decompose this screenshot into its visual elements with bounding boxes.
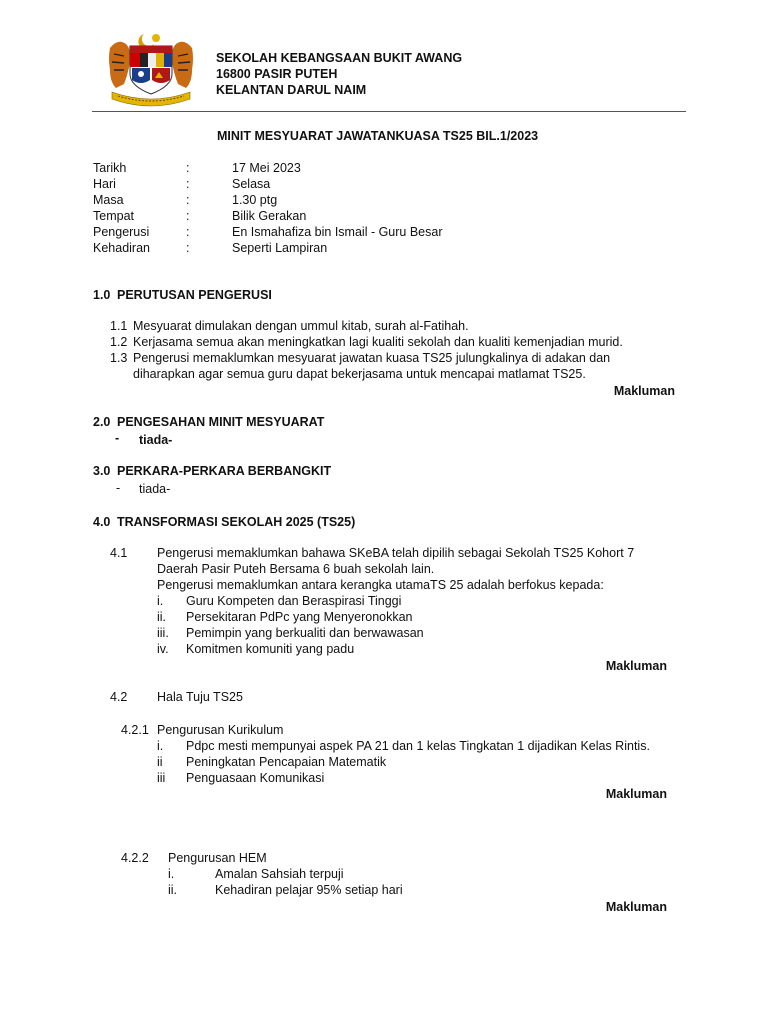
- header-divider: [92, 111, 686, 112]
- subsection-title: Hala Tuju TS25: [157, 690, 243, 704]
- meta-value: Selasa: [232, 177, 271, 191]
- address-line1: 16800 PASIR PUTEH: [216, 67, 338, 81]
- meta-label: Pengerusi: [93, 225, 150, 239]
- action-label: Makluman: [605, 900, 667, 914]
- meta-value: 1.30 ptg: [232, 193, 278, 207]
- subsection-title: Pengurusan Kurikulum: [157, 723, 284, 737]
- list-item: Amalan Sahsiah terpuji: [215, 867, 344, 881]
- list-numeral: i.: [157, 594, 164, 608]
- item-text-continued: diharapkan agar semua guru dapat bekerjasama untuk mencapai matlamat TS25.: [133, 367, 586, 381]
- bullet-dash: -: [116, 481, 121, 495]
- meta-value: Seperti Lampiran: [232, 241, 328, 255]
- list-numeral: ii.: [157, 610, 167, 624]
- list-numeral: iii: [157, 771, 166, 785]
- list-numeral: i.: [157, 739, 164, 753]
- item-number: 4.2.1: [121, 723, 149, 737]
- item-number: 1.3: [110, 351, 128, 365]
- section-number: 2.0: [93, 415, 111, 429]
- item-number: 4.2: [110, 690, 128, 704]
- action-label: Makluman: [605, 659, 667, 673]
- meta-value: En Ismahafiza bin Ismail - Guru Besar: [232, 225, 443, 239]
- list-numeral: ii.: [168, 883, 178, 897]
- section-number: 4.0: [93, 515, 111, 529]
- list-numeral: iv.: [157, 642, 169, 656]
- bullet-dash: -: [115, 431, 120, 445]
- meta-label: Hari: [93, 177, 116, 191]
- section-number: 3.0: [93, 464, 111, 478]
- list-item: Pemimpin yang berkualiti dan berwawasan: [186, 626, 424, 640]
- meta-value: 17 Mei 2023: [232, 161, 301, 175]
- bullet-text: tiada-: [139, 433, 173, 447]
- school-name: SEKOLAH KEBANGSAAN BUKIT AWANG: [216, 51, 463, 65]
- bullet-text: tiada-: [139, 482, 171, 496]
- meta-separator: :: [186, 225, 190, 239]
- meta-separator: :: [186, 241, 190, 255]
- list-item: Penguasaan Komunikasi: [186, 771, 325, 785]
- section-title: PERUTUSAN PENGERUSI: [117, 288, 272, 302]
- list-item: Persekitaran PdPc yang Menyeronokkan: [186, 610, 413, 624]
- action-label: Makluman: [613, 384, 675, 398]
- paragraph-line: Daerah Pasir Puteh Bersama 6 buah sekolah lain.: [157, 562, 435, 576]
- list-item: Komitmen komuniti yang padu: [186, 642, 355, 656]
- section-title: TRANSFORMASI SEKOLAH 2025 (TS25): [117, 515, 356, 529]
- meta-label: Tempat: [93, 209, 134, 223]
- section-title: PENGESAHAN MINIT MESYUARAT: [117, 415, 325, 429]
- meta-label: Tarikh: [93, 161, 127, 175]
- subsection-title: Pengurusan HEM: [168, 851, 267, 865]
- item-number: 4.1: [110, 546, 128, 560]
- document-title: MINIT MESYUARAT JAWATANKUASA TS25 BIL.1/2023: [217, 129, 539, 143]
- section-title: PERKARA-PERKARA BERBANGKIT: [117, 464, 332, 478]
- action-label: Makluman: [605, 787, 667, 801]
- item-text: Pengerusi memaklumkan mesyuarat jawatan kuasa TS25 julungkalinya di adakan dan: [133, 351, 611, 365]
- list-numeral: i.: [168, 867, 175, 881]
- section-number: 1.0: [93, 288, 111, 302]
- item-text: Kerjasama semua akan meningkatkan lagi kualiti sekolah dan kualiti kemenjadian murid.: [133, 335, 623, 349]
- list-numeral: ii: [157, 755, 163, 769]
- list-item: Pdpc mesti mempunyai aspek PA 21 dan 1 kelas Tingkatan 1 dijadikan Kelas Rintis.: [186, 739, 650, 753]
- coat-of-arms-logo: [104, 30, 198, 110]
- paragraph-line: Pengerusi memaklumkan antara kerangka utamaTS 25 adalah berfokus kepada:: [157, 578, 604, 592]
- paragraph-line: Pengerusi memaklumkan bahawa SKeBA telah dipilih sebagai Sekolah TS25 Kohort 7: [157, 546, 635, 560]
- meta-value: Bilik Gerakan: [232, 209, 307, 223]
- meta-separator: :: [186, 209, 190, 223]
- meta-label: Kehadiran: [93, 241, 150, 255]
- item-number: 1.1: [110, 319, 128, 333]
- meta-separator: :: [186, 161, 190, 175]
- item-number: 1.2: [110, 335, 128, 349]
- meta-label: Masa: [93, 193, 124, 207]
- address-line2: KELANTAN DARUL NAIM: [216, 83, 367, 97]
- item-text: Mesyuarat dimulakan dengan ummul kitab, surah al-Fatihah.: [133, 319, 469, 333]
- list-item: Kehadiran pelajar 95% setiap hari: [215, 883, 403, 897]
- meta-separator: :: [186, 193, 190, 207]
- meta-separator: :: [186, 177, 190, 191]
- item-number: 4.2.2: [121, 851, 149, 865]
- list-item: Guru Kompeten dan Beraspirasi Tinggi: [186, 594, 402, 608]
- list-item: Peningkatan Pencapaian Matematik: [186, 755, 387, 769]
- list-numeral: iii.: [157, 626, 169, 640]
